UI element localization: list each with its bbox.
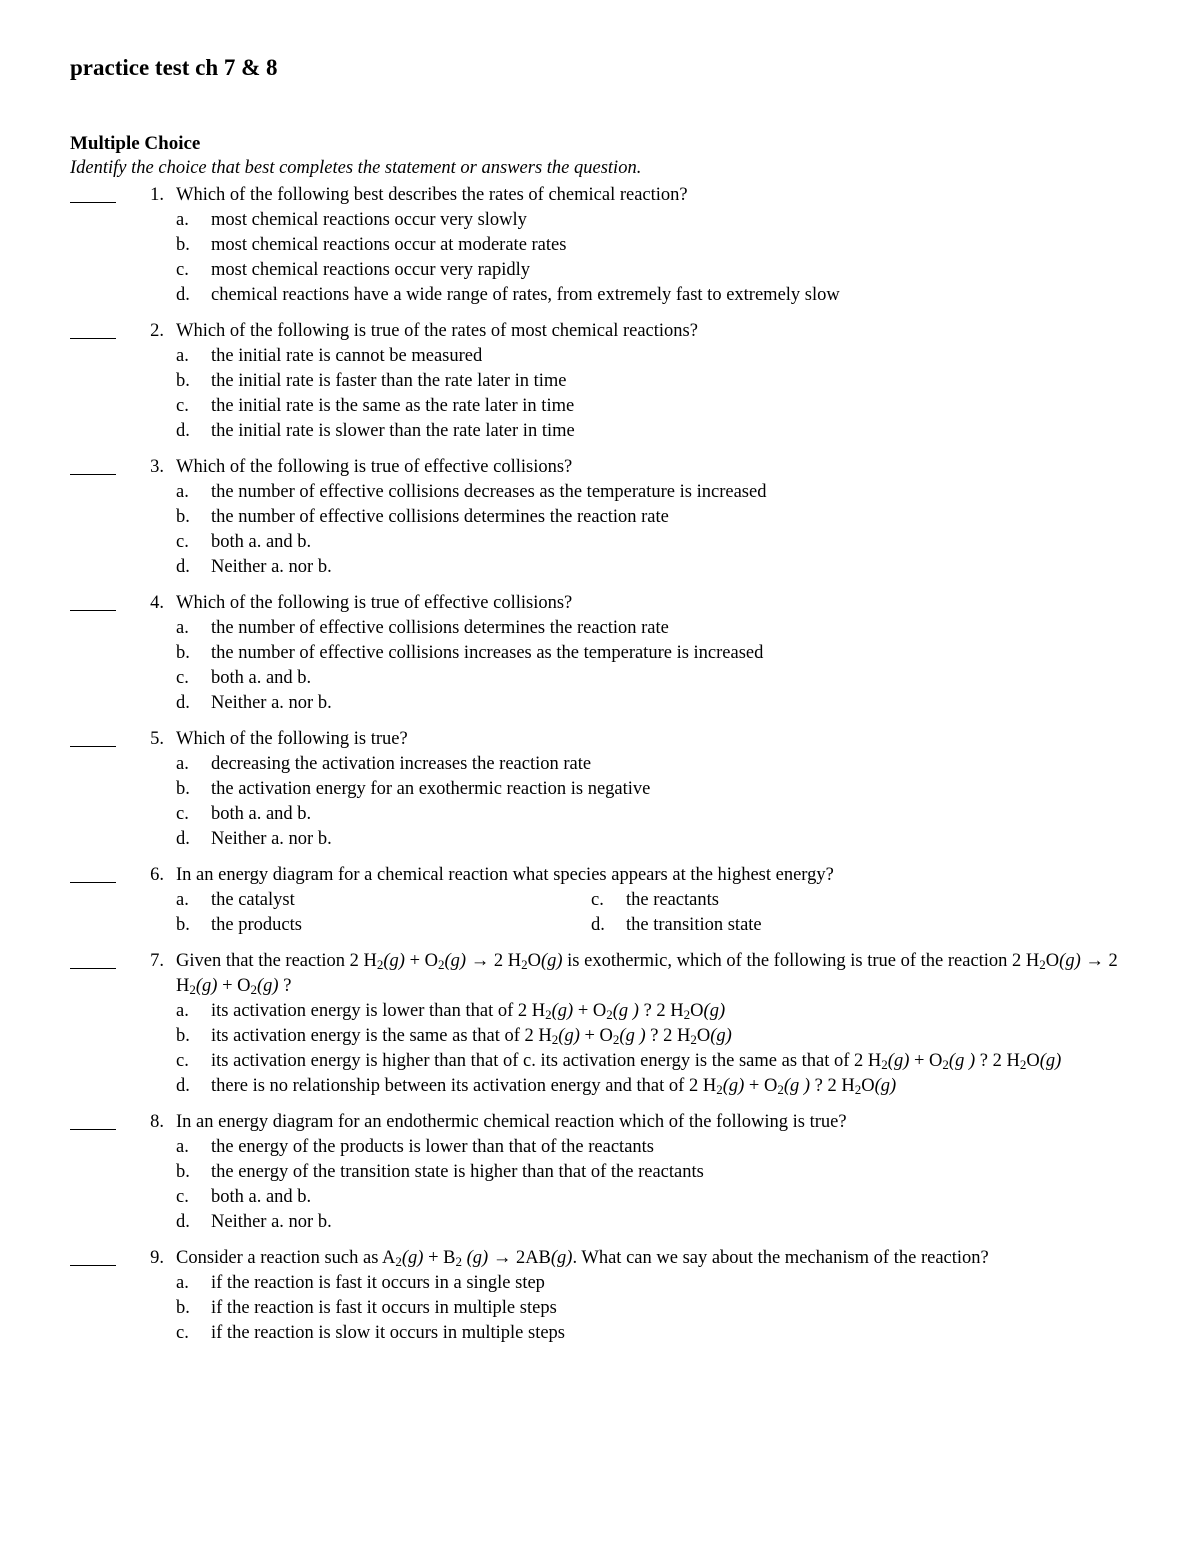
text-run: ? 2 H xyxy=(810,1076,855,1096)
option-d xyxy=(176,1210,1130,1235)
option-c xyxy=(591,888,1130,913)
text-run: → 2 H xyxy=(466,951,522,971)
option-letter: c. xyxy=(176,532,189,552)
question-text: Which of the following is true of effective collisions? xyxy=(176,457,573,477)
subscript: 2 xyxy=(1019,1057,1027,1072)
subscript: 2 xyxy=(551,1032,559,1047)
option-text: the initial rate is faster than the rate later in time xyxy=(211,371,567,391)
text-run: there is no relationship between its activation energy and that of 2 H xyxy=(211,1076,717,1096)
state-symbol: (g) xyxy=(550,1248,573,1268)
question-8 xyxy=(70,1110,1130,1235)
question-text: In an energy diagram for a chemical reaction what species appears at the highest energy? xyxy=(176,865,834,885)
option-letter: c. xyxy=(176,260,189,280)
option-text: Neither a. nor b. xyxy=(211,557,332,577)
question-number: 5. xyxy=(150,729,164,749)
subscript: 2 xyxy=(942,1057,949,1072)
text-run: + O xyxy=(217,976,251,996)
option-text: both a. and b. xyxy=(211,804,312,824)
subscript: 2 xyxy=(1039,957,1046,972)
option-b xyxy=(176,369,1130,394)
option-letter: a. xyxy=(176,754,189,774)
subscript: 2 xyxy=(395,1254,402,1269)
option-text: most chemical reactions occur very slowly xyxy=(211,210,527,230)
text-run: + O xyxy=(909,1051,943,1071)
option-letter: c. xyxy=(176,804,189,824)
option-text: most chemical reactions occur at moderate rates xyxy=(211,235,567,255)
page-title: practice test ch 7 & 8 xyxy=(70,55,278,80)
option-letter: d. xyxy=(591,915,605,935)
subscript: 2 xyxy=(521,957,528,972)
subscript: 2 xyxy=(606,1007,613,1022)
state-symbol: (g) xyxy=(195,976,218,996)
option-text: the products xyxy=(211,915,302,935)
option-letter: c. xyxy=(176,668,189,688)
option-c xyxy=(176,666,1130,691)
text-run: O xyxy=(527,951,541,971)
option-text: the initial rate is slower than the rate later in time xyxy=(211,421,575,441)
question-number: 8. xyxy=(150,1112,164,1132)
subscript: 2 xyxy=(690,1032,697,1047)
text-run: ? xyxy=(278,976,292,996)
question-9 xyxy=(70,1246,1130,1346)
subscript: 2 xyxy=(777,1082,784,1097)
option-b xyxy=(176,641,1130,666)
option-d xyxy=(176,827,1130,852)
option-a xyxy=(176,888,591,913)
option-letter: d. xyxy=(176,829,190,849)
text-run: + O xyxy=(744,1076,778,1096)
state-symbol: (g) xyxy=(383,951,405,971)
question-text xyxy=(176,1246,1130,1271)
subscript: 2 xyxy=(455,1254,462,1269)
question-5 xyxy=(70,727,1130,852)
option-list xyxy=(176,1271,1130,1346)
answer-blank[interactable] xyxy=(70,455,116,475)
text-run: Consider a reaction such as A xyxy=(176,1248,396,1268)
state-symbol: (g) xyxy=(710,1026,732,1046)
text-run: its activation energy is the same as that of 2 H xyxy=(211,1026,552,1046)
state-symbol: (g) xyxy=(874,1076,897,1096)
option-text: most chemical reactions occur very rapidly xyxy=(211,260,530,280)
option-d xyxy=(176,1074,1130,1099)
state-symbol: (g) xyxy=(461,1248,489,1268)
option-b xyxy=(176,233,1130,258)
option-list xyxy=(176,344,1130,444)
subscript: 2 xyxy=(376,957,384,972)
option-text: the initial rate is the same as the rate later in time xyxy=(211,396,575,416)
question-7 xyxy=(70,949,1130,1099)
option-list xyxy=(176,1135,1130,1235)
option-text: Neither a. nor b. xyxy=(211,693,332,713)
state-symbol: (g) xyxy=(887,1051,910,1071)
question-1 xyxy=(70,183,1130,308)
option-letter: d. xyxy=(176,1212,190,1232)
option-text: if the reaction is slow it occurs in multiple steps xyxy=(211,1323,566,1343)
answer-blank[interactable] xyxy=(70,319,116,339)
answer-blank[interactable] xyxy=(70,727,116,747)
text-run: → 2AB xyxy=(488,1248,551,1268)
text-run: is exothermic, which of the following is true of the reaction 2 H xyxy=(562,951,1040,971)
option-letter: b. xyxy=(176,1162,190,1182)
text-run: O xyxy=(690,1001,704,1021)
option-text: decreasing the activation increases the reaction rate xyxy=(211,754,592,774)
option-text: the number of effective collisions determines the reaction rate xyxy=(211,618,669,638)
option-text: the catalyst xyxy=(211,890,295,910)
question-text: In an energy diagram for an endothermic chemical reaction which of the following is true? xyxy=(176,1112,847,1132)
answer-blank[interactable] xyxy=(70,591,116,611)
state-symbol: (g ) xyxy=(619,1026,646,1046)
option-text: both a. and b. xyxy=(211,532,312,552)
option-letter: b. xyxy=(176,1026,190,1046)
option-letter: a. xyxy=(176,1273,189,1293)
option-text: the transition state xyxy=(626,915,762,935)
option-text xyxy=(211,1001,725,1021)
question-number: 3. xyxy=(150,457,164,477)
answer-blank[interactable] xyxy=(70,1110,116,1130)
text-run: → 2 H xyxy=(176,951,1118,996)
state-symbol: (g ) xyxy=(783,1076,811,1096)
option-letter: d. xyxy=(176,693,190,713)
option-b xyxy=(176,1296,1130,1321)
option-text: the number of effective collisions increases as the temperature is increased xyxy=(211,643,764,663)
option-text: the energy of the transition state is higher than that of the reactants xyxy=(211,1162,704,1182)
question-number: 2. xyxy=(150,321,164,341)
option-letter: a. xyxy=(176,1137,189,1157)
option-text: Neither a. nor b. xyxy=(211,1212,332,1232)
text-run: ? 2 H xyxy=(638,1001,684,1021)
option-letter: b. xyxy=(176,371,190,391)
option-a xyxy=(176,1271,1130,1296)
text-run: ? 2 H xyxy=(645,1026,691,1046)
text-run: + O xyxy=(573,1001,607,1021)
answer-blank[interactable] xyxy=(70,1246,116,1266)
state-symbol: (g ) xyxy=(612,1001,639,1021)
option-letter: c. xyxy=(176,1187,189,1207)
option-letter: b. xyxy=(176,643,190,663)
option-a xyxy=(176,752,1130,777)
option-c xyxy=(176,258,1130,283)
option-letter: c. xyxy=(176,1051,189,1071)
state-symbol: (g) xyxy=(1039,1051,1062,1071)
subscript: 2 xyxy=(683,1007,691,1022)
text-run: its activation energy is lower than that of 2 H xyxy=(211,1001,546,1021)
state-symbol: (g) xyxy=(540,951,563,971)
option-b xyxy=(176,913,591,938)
option-letter: b. xyxy=(176,1298,190,1318)
option-c xyxy=(176,530,1130,555)
question-number: 1. xyxy=(150,185,164,205)
option-letter: b. xyxy=(176,779,190,799)
text-run: O xyxy=(1026,1051,1040,1071)
option-letter: c. xyxy=(176,1323,189,1343)
question-4 xyxy=(70,591,1130,716)
state-symbol: (g) xyxy=(551,1001,574,1021)
option-letter: a. xyxy=(176,1001,189,1021)
option-list xyxy=(176,999,1130,1099)
text-run: its activation energy is higher than that of c. its activation energy is the same as that of 2 H xyxy=(211,1051,882,1071)
subscript: 2 xyxy=(881,1057,888,1072)
question-text: Which of the following is true? xyxy=(176,729,408,749)
state-symbol: (g) xyxy=(1059,951,1081,971)
text-run: Given that the reaction 2 H xyxy=(176,951,377,971)
option-d xyxy=(176,283,1130,308)
state-symbol: (g ) xyxy=(948,1051,976,1071)
option-text: the reactants xyxy=(626,890,719,910)
option-d xyxy=(591,913,1130,938)
option-letter: b. xyxy=(176,915,190,935)
option-letter: b. xyxy=(176,507,190,527)
option-letter: a. xyxy=(176,482,189,502)
option-letter: c. xyxy=(176,396,189,416)
option-list xyxy=(176,480,1130,580)
answer-blank[interactable] xyxy=(70,183,116,203)
subscript: 2 xyxy=(612,1032,620,1047)
option-letter: d. xyxy=(176,1076,190,1096)
option-letter: a. xyxy=(176,890,189,910)
option-text: Neither a. nor b. xyxy=(211,829,332,849)
text-run: + O xyxy=(579,1026,613,1046)
subscript: 2 xyxy=(438,957,445,972)
option-text: the initial rate is cannot be measured xyxy=(211,346,483,366)
subscript: 2 xyxy=(716,1082,723,1097)
subscript: 2 xyxy=(189,982,196,997)
option-text xyxy=(211,1076,896,1096)
question-text: Which of the following best describes the rates of chemical reaction? xyxy=(176,185,688,205)
text-run: + B xyxy=(423,1248,456,1268)
option-c xyxy=(176,1049,1130,1074)
option-d xyxy=(176,555,1130,580)
option-a xyxy=(176,999,1130,1024)
state-symbol: (g) xyxy=(401,1248,424,1268)
question-number: 6. xyxy=(150,865,164,885)
subscript: 2 xyxy=(854,1082,862,1097)
text-run: ? 2 H xyxy=(975,1051,1020,1071)
option-text: the number of effective collisions decreases as the temperature is increased xyxy=(211,482,767,502)
option-letter: a. xyxy=(176,210,189,230)
question-text: Which of the following is true of the rates of most chemical reactions? xyxy=(176,321,698,341)
answer-blank[interactable] xyxy=(70,863,116,883)
text-run: O xyxy=(1045,951,1060,971)
question-number: 9. xyxy=(150,1248,164,1268)
option-letter: a. xyxy=(176,618,189,638)
option-text xyxy=(211,1026,732,1046)
text-run: + O xyxy=(404,951,438,971)
option-c xyxy=(176,394,1130,419)
option-b xyxy=(176,1160,1130,1185)
state-symbol: (g) xyxy=(722,1076,745,1096)
question-6 xyxy=(70,863,1130,938)
test-page xyxy=(70,52,1130,1357)
subscript: 2 xyxy=(545,1007,552,1022)
text-run: O xyxy=(861,1076,875,1096)
text-run: O xyxy=(696,1026,711,1046)
subscript: 2 xyxy=(250,982,257,997)
option-c xyxy=(176,1321,1130,1346)
option-list xyxy=(176,888,1130,938)
option-text: both a. and b. xyxy=(211,668,312,688)
option-letter: d. xyxy=(176,421,190,441)
option-text: if the reaction is fast it occurs in multiple steps xyxy=(211,1298,557,1318)
option-b xyxy=(176,777,1130,802)
option-text: the energy of the products is lower than that of the reactants xyxy=(211,1137,654,1157)
option-text: both a. and b. xyxy=(211,1187,312,1207)
option-letter: b. xyxy=(176,235,190,255)
option-d xyxy=(176,691,1130,716)
section-title: Multiple Choice xyxy=(70,133,201,154)
option-a xyxy=(176,344,1130,369)
question-number: 4. xyxy=(150,593,164,613)
question-text xyxy=(176,949,1130,999)
instructions: Identify the choice that best completes the statement or answers the question. xyxy=(70,158,642,178)
option-text: if the reaction is fast it occurs in a single step xyxy=(211,1273,545,1293)
option-letter: c. xyxy=(591,890,604,910)
option-a xyxy=(176,616,1130,641)
option-list xyxy=(176,616,1130,716)
option-text: the number of effective collisions determines the reaction rate xyxy=(211,507,669,527)
option-a xyxy=(176,1135,1130,1160)
option-letter: d. xyxy=(176,285,190,305)
text-run: . What can we say about the mechanism of the reaction? xyxy=(572,1248,989,1268)
state-symbol: (g) xyxy=(444,951,467,971)
option-text xyxy=(211,1051,1061,1071)
option-b xyxy=(176,1024,1130,1049)
question-number: 7. xyxy=(150,951,164,971)
option-letter: d. xyxy=(176,557,190,577)
option-c xyxy=(176,802,1130,827)
state-symbol: (g) xyxy=(257,976,279,996)
question-3 xyxy=(70,455,1130,580)
question-2 xyxy=(70,319,1130,444)
option-a xyxy=(176,480,1130,505)
option-b xyxy=(176,505,1130,530)
option-c xyxy=(176,1185,1130,1210)
state-symbol: (g) xyxy=(558,1026,580,1046)
answer-blank[interactable] xyxy=(70,949,116,969)
option-text: chemical reactions have a wide range of rates, from extremely fast to extremely slow xyxy=(211,285,840,305)
option-letter: a. xyxy=(176,346,189,366)
option-d xyxy=(176,419,1130,444)
question-text: Which of the following is true of effective collisions? xyxy=(176,593,573,613)
state-symbol: (g) xyxy=(703,1001,726,1021)
option-a xyxy=(176,208,1130,233)
option-list xyxy=(176,752,1130,852)
option-list xyxy=(176,208,1130,308)
option-text: the activation energy for an exothermic reaction is negative xyxy=(211,779,651,799)
